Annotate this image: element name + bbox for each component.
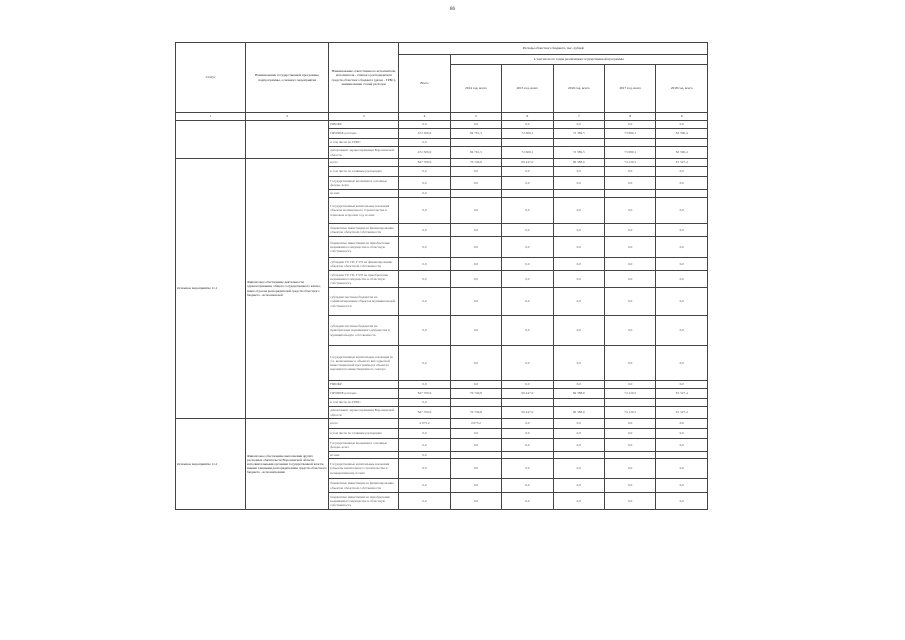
cell-year-value (605, 452, 656, 459)
cell-year-value: 0,0 (656, 429, 708, 439)
cell-year-value: 0,0 (605, 316, 656, 346)
cell-year-value (502, 139, 553, 147)
cell-total: 0,0 (399, 452, 450, 459)
row-label: Государственные капитальные вложения объекты мотивального строительства в плановом и прочем год, из них (329, 198, 399, 224)
cell-total: 0,0 (399, 121, 450, 129)
cell-total: 0,0 (399, 479, 450, 493)
cell-year-value: 0,0 (502, 224, 553, 237)
cell-year-value: 4 675,2 (450, 419, 501, 429)
cell-year-value: 0,0 (656, 479, 708, 493)
cell-year-value: 0,0 (605, 288, 656, 316)
cell-total: 0,0 (399, 198, 450, 224)
row-status: Основное мероприятие 11.1 (176, 159, 246, 419)
cell-year-value: 0,0 (656, 237, 708, 258)
cell-total: 847 709,9 (399, 389, 450, 399)
cell-year-value: 81 327,4 (656, 159, 708, 167)
cell-year-value: 69 388,0 (553, 389, 604, 399)
cell-total: 847 709,9 (399, 159, 450, 167)
col-number: 1 (176, 113, 246, 121)
cell-year-value: 0,0 (450, 346, 501, 381)
cell-year-value: 0,0 (656, 439, 708, 452)
cell-year-value (656, 190, 708, 198)
cell-year-value: 0,0 (656, 316, 708, 346)
cell-year-value: 0,0 (656, 381, 708, 389)
cell-year-value: 0,0 (656, 224, 708, 237)
cell-year-value: 69 388,0 (553, 407, 604, 419)
row-label: бюджетные инвестиции на приобретение недвижимого имущества в областную собственность (329, 237, 399, 258)
cell-year-value: 0,0 (502, 121, 553, 129)
cell-year-value (450, 452, 501, 459)
cell-total: 0,0 (399, 190, 450, 198)
cell-year-value: 81 327,4 (656, 389, 708, 399)
cell-year-value: 0,0 (553, 167, 604, 177)
header-year: 2014 год, всего (450, 65, 501, 113)
cell-year-value (605, 190, 656, 198)
cell-year-value (656, 452, 708, 459)
cell-year-value: 0,0 (502, 429, 553, 439)
col-number: 7 (553, 113, 604, 121)
cell-year-value: 0,0 (605, 121, 656, 129)
cell-year-value: 0,0 (553, 177, 604, 190)
cell-total: 0,0 (399, 316, 450, 346)
cell-total: 0,0 (399, 258, 450, 271)
row-program-name (246, 121, 329, 159)
cell-year-value (553, 190, 604, 198)
cell-year-value (553, 139, 604, 147)
cell-total: 472 306,9 (399, 129, 450, 139)
header-year: 2015 год, всего (502, 65, 553, 113)
header-executor: Наименование ответственного исполнителя, исполнителя - главного распорядителя средств областного бюджета (далее - ГРБС), наименование статей расходов (329, 43, 399, 113)
cell-year-value: 0,0 (450, 224, 501, 237)
cell-year-value: 0,0 (656, 198, 708, 224)
cell-total: 0,0 (399, 399, 450, 407)
cell-year-value: 0,0 (553, 346, 604, 381)
row-label: бюджетные инвестиции на приобретение недвижимого имущества в областную собственность (329, 493, 399, 510)
cell-total: 0,0 (399, 493, 450, 510)
cell-total: 0,0 (399, 459, 450, 479)
cell-year-value: 0,0 (502, 493, 553, 510)
header-year: 2018 год, всего (656, 65, 708, 113)
cell-year-value: 0,0 (553, 316, 604, 346)
cell-year-value: 0,0 (502, 459, 553, 479)
cell-year-value (605, 139, 656, 147)
cell-year-value: 0,0 (605, 258, 656, 271)
row-label: в том числе по главным распорядит. (329, 429, 399, 439)
cell-year-value: 72 389,5 (553, 147, 604, 159)
row-label: департамент здравоохранения Воронежской области (329, 407, 399, 419)
cell-year-value: 0,0 (656, 271, 708, 288)
cell-year-value: 82 396,4 (656, 129, 708, 139)
cell-year-value: 0,0 (502, 346, 553, 381)
cell-year-value: 0,0 (553, 419, 604, 429)
cell-year-value: 0,0 (656, 177, 708, 190)
cell-total: 0,0 (399, 439, 450, 452)
cell-year-value: 0,0 (553, 224, 604, 237)
cell-year-value: 0,0 (553, 493, 604, 510)
cell-year-value: 0,0 (553, 381, 604, 389)
cell-year-value: 0,0 (450, 493, 501, 510)
cell-year-value: 0,0 (450, 177, 501, 190)
cell-year-value: 0,0 (450, 271, 501, 288)
row-program-name: Финансовое обеспечение деятельности здравоохранения, общего государственного ключа, иных отрасли распорядителей средств областного бюджета - исполнителей (246, 159, 329, 419)
col-number: 9 (656, 113, 708, 121)
cell-year-value: 0,0 (502, 439, 553, 452)
cell-year-value: 0,0 (656, 346, 708, 381)
cell-total: 0,0 (399, 429, 450, 439)
table-row (176, 159, 708, 167)
cell-year-value: 0,0 (553, 271, 604, 288)
cell-year-value (656, 399, 708, 407)
cell-total: 0,0 (399, 381, 450, 389)
cell-year-value: 0,0 (656, 167, 708, 177)
cell-year-value: 0,0 (450, 121, 501, 129)
cell-year-value: 0,0 (605, 237, 656, 258)
row-label: ПРОЧИЕ расходы (329, 389, 399, 399)
cell-year-value: 0,0 (656, 493, 708, 510)
cell-year-value: 74 120,5 (605, 407, 656, 419)
cell-year-value: 0,0 (605, 167, 656, 177)
row-label: бюджетные инвестиции на финансирование объектов областной собственности (329, 479, 399, 493)
cell-year-value: 0,0 (553, 198, 604, 224)
cell-year-value: 84 761,3 (450, 129, 501, 139)
header-total: Всего (399, 55, 450, 113)
row-status (176, 121, 246, 159)
cell-year-value: 0,0 (605, 381, 656, 389)
row-label: субсидии ГУ, ГП, ГУП на приобретение недвижимого имущества в областную собственность (329, 271, 399, 288)
cell-year-value: 0,0 (553, 237, 604, 258)
cell-total: 4 675,2 (399, 419, 450, 429)
cell-year-value (605, 399, 656, 407)
cell-year-value: 0,0 (553, 459, 604, 479)
header-status: Статус (176, 43, 246, 113)
row-label: субсидии местным бюджетам на софинансирование объектов муниципальной собственности (329, 288, 399, 316)
cell-year-value: 0,0 (450, 198, 501, 224)
table-row (176, 419, 708, 429)
cell-year-value: 72 389,5 (553, 129, 604, 139)
cell-year-value: 82 396,4 (656, 147, 708, 159)
header-by-years: в том числе по годам реализации государственной программы (450, 55, 707, 65)
cell-year-value: 0,0 (605, 224, 656, 237)
row-label: департамент здравоохранения Воронежской области (329, 147, 399, 159)
cell-year-value: 74 120,5 (605, 159, 656, 167)
cell-year-value: 76 749,8 (450, 159, 501, 167)
cell-year-value: 0,0 (553, 288, 604, 316)
cell-year-value: 0,0 (553, 121, 604, 129)
col-number: 6 (502, 113, 553, 121)
page-number: 86 (450, 7, 455, 12)
cell-year-value: 72 609,1 (502, 129, 553, 139)
row-label: из них (329, 452, 399, 459)
row-label: в том числе по ГРБС: (329, 399, 399, 407)
cell-year-value: 81 327,4 (656, 407, 708, 419)
cell-year-value: 0,0 (553, 258, 604, 271)
cell-total: 0,0 (399, 224, 450, 237)
cell-year-value: 0,0 (605, 346, 656, 381)
cell-year-value: 76 749,8 (450, 389, 501, 399)
cell-year-value: 0,0 (502, 177, 553, 190)
cell-year-value: 0,0 (502, 167, 553, 177)
cell-year-value: 0,0 (450, 237, 501, 258)
cell-year-value: 69 388,0 (553, 159, 604, 167)
cell-year-value: 0,0 (605, 177, 656, 190)
cell-year-value: 0,0 (605, 419, 656, 429)
cell-year-value (553, 452, 604, 459)
row-status: Основное мероприятие 11.2 (176, 419, 246, 510)
cell-year-value (656, 139, 708, 147)
cell-year-value: 0,0 (502, 479, 553, 493)
row-label: Государственные капитальные вложения (объекты капитального строительства в незавершенном), из них (329, 459, 399, 479)
cell-year-value: 0,0 (450, 479, 501, 493)
header-expenses-title: Расходы областного бюджета, тыс. рублей (399, 43, 708, 55)
cell-total: 0,0 (399, 288, 450, 316)
cell-year-value: 0,0 (502, 198, 553, 224)
cell-year-value: 0,0 (502, 316, 553, 346)
row-label: в том числе по главным распорядит. (329, 167, 399, 177)
cell-year-value: 0,0 (450, 439, 501, 452)
cell-year-value (450, 399, 501, 407)
cell-year-value: 0,0 (605, 439, 656, 452)
cell-total: 847 709,9 (399, 407, 450, 419)
row-label: бюджетные инвестиции на финансирование объектов областной собственности (329, 224, 399, 237)
cell-year-value: 0,0 (450, 288, 501, 316)
col-number: 4 (399, 113, 450, 121)
row-label: НИОКР (329, 121, 399, 129)
cell-year-value (450, 139, 501, 147)
cell-year-value: 0,0 (605, 271, 656, 288)
cell-total: 472 306,9 (399, 147, 450, 159)
cell-year-value (450, 190, 501, 198)
cell-year-value (502, 190, 553, 198)
cell-year-value: 0,0 (450, 316, 501, 346)
col-number: 2 (246, 113, 329, 121)
cell-year-value: 0,0 (450, 429, 501, 439)
cell-year-value: 0,0 (450, 167, 501, 177)
cell-total: 0,0 (399, 271, 450, 288)
cell-year-value: 0,0 (656, 419, 708, 429)
row-label: Государственные вложения в основные фонды, всего (329, 177, 399, 190)
cell-year-value: 0,0 (502, 419, 553, 429)
cell-year-value (502, 452, 553, 459)
cell-year-value: 0,0 (502, 258, 553, 271)
header-year: 2017 год, всего (605, 65, 656, 113)
cell-total: 0,0 (399, 177, 450, 190)
cell-year-value: 73 689,1 (605, 147, 656, 159)
col-number: 5 (450, 113, 501, 121)
cell-year-value: 0,0 (450, 258, 501, 271)
cell-total: 0,0 (399, 139, 450, 147)
budget-table (175, 42, 708, 510)
cell-year-value: 0,0 (656, 258, 708, 271)
cell-year-value: 74 120,5 (605, 389, 656, 399)
cell-year-value: 0,0 (605, 493, 656, 510)
cell-year-value: 69 447,0 (502, 389, 553, 399)
row-label: субсидии ГУ, ГП, ГУП на финансирование объектов областной собственности (329, 258, 399, 271)
row-label: из них (329, 190, 399, 198)
cell-year-value: 76 749,8 (450, 407, 501, 419)
row-label: ПРОЧИЕ расходы (329, 129, 399, 139)
row-label: Государственные вложения в основные фонды, всего (329, 439, 399, 452)
cell-year-value: 0,0 (605, 479, 656, 493)
row-label: субсидии местным бюджетам на приобретение недвижимого имущества в муниципальную собственность (329, 316, 399, 346)
cell-year-value: 0,0 (656, 288, 708, 316)
cell-year-value: 0,0 (656, 459, 708, 479)
cell-year-value: 69 447,0 (502, 407, 553, 419)
cell-year-value: 0,0 (450, 459, 501, 479)
header-program-name: Наименование государственной программы, подпрограммы, основного мероприятия (246, 43, 329, 113)
row-label: НИОКР (329, 381, 399, 389)
cell-total: 0,0 (399, 346, 450, 381)
cell-year-value: 0,0 (502, 271, 553, 288)
header-year: 2016 год, всего (553, 65, 604, 113)
cell-year-value: 0,0 (656, 121, 708, 129)
row-program-name: Финансовое обеспечение выполнения других расходных обязательств Воронежской области исполнительными органами государственной власти, иными главными распорядителями средств областного бюджета - исполнителями (246, 419, 329, 510)
cell-year-value (553, 399, 604, 407)
table-row (176, 121, 708, 129)
cell-total: 0,0 (399, 167, 450, 177)
cell-year-value: 0,0 (450, 381, 501, 389)
cell-year-value: 73 689,1 (605, 129, 656, 139)
cell-year-value (502, 399, 553, 407)
cell-year-value: 0,0 (605, 198, 656, 224)
col-number: 3 (329, 113, 399, 121)
cell-year-value: 0,0 (605, 459, 656, 479)
cell-year-value: 0,0 (502, 237, 553, 258)
cell-year-value: 0,0 (553, 439, 604, 452)
cell-year-value: 0,0 (502, 288, 553, 316)
row-label: Государственные капитальные вложения (в т.ч. включенные в объектах вне адресной инвестиционной программы) в объектах неразвитого инвестиционного сектора (329, 346, 399, 381)
cell-year-value: 69 447,0 (502, 159, 553, 167)
row-label: всего (329, 159, 399, 167)
cell-year-value: 84 761,3 (450, 147, 501, 159)
cell-total: 0,0 (399, 237, 450, 258)
cell-year-value: 0,0 (605, 429, 656, 439)
col-number: 8 (605, 113, 656, 121)
cell-year-value: 0,0 (502, 381, 553, 389)
cell-year-value: 0,0 (553, 429, 604, 439)
cell-year-value: 72 609,1 (502, 147, 553, 159)
cell-year-value: 0,0 (553, 479, 604, 493)
row-label: в том числе по ГРБС: (329, 139, 399, 147)
row-label: всего (329, 419, 399, 429)
